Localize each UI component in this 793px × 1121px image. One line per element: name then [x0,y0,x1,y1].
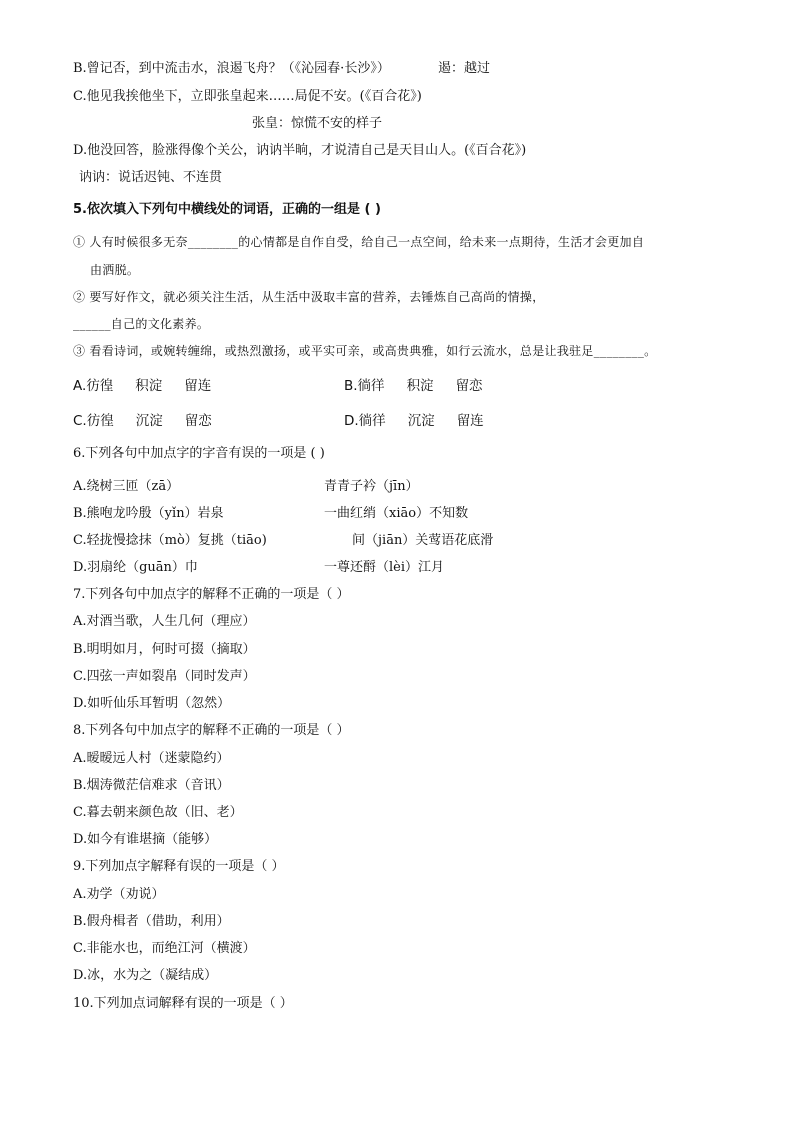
q9-option-b: B.假舟楫者（借助，利用） [73,914,230,929]
q9-option-a: A.劝学（劝说） [73,887,165,902]
q4-option-b: B.曾记否，到中流击水，浪遏飞舟？（《沁园春·长沙》） [73,61,390,76]
q5-sentence-1: ① 人有时候很多无奈________的心情都是自作自受，给自己一点空间，给未来一点期待，生活才会更加自 [73,235,645,249]
q6-option-b-1: B.熊咆龙吟殷（yǐn）岩泉 [73,506,224,521]
q9-option-c: C.非能水也，而绝江河（横渡） [73,941,256,956]
q7-option-b: B.明明如月，何时可掇（摘取） [73,642,256,657]
q6-option-b-2: 一曲红绡（xiāo）不知数 [324,506,469,521]
q7-option-d: D.如听仙乐耳暂明（忽然） [73,696,231,711]
q6-option-a-2: 青青子衿（jīn） [324,479,419,494]
q8-stem: 8.下列各句中加点字的解释不正确的一项是（ ） [73,723,350,738]
q10-stem: 10.下列加点词解释有误的一项是（ ） [73,996,293,1011]
q5-option-a: A.彷徨 积淀 留连 [73,378,212,394]
q6-stem: 6.下列各句中加点字的字音有误的一项是 ( ) [73,446,325,461]
q9-option-d: D.冰，水为之（凝结成） [73,968,218,983]
q5-sentence-2-cont: ______自己的文化素养。 [73,317,210,331]
q5-option-c: C.彷徨 沉淀 留恋 [73,413,212,429]
q5-option-b: B.徜徉 积淀 留恋 [344,378,483,394]
q4-option-d-note: 讷讷：说话迟钝、不连贯 [79,170,223,185]
q5-sentence-2: ② 要写好作文，就必须关注生活，从生活中汲取丰富的营养，去锤炼自己高尚的情操， [73,290,545,304]
q7-option-a: A.对酒当歌，人生几何（理应） [73,614,256,629]
q4-option-d: D.他没回答，脸涨得像个关公，讷讷半晌，才说清自己是天目山人。(《百合花》) [73,143,527,158]
q6-option-c-1: C.轻拢慢捻抹（mò）复挑（tiāo) [73,533,267,548]
q8-option-a: A.暧暧远人村（迷蒙隐约） [73,751,230,766]
q8-option-c: C.暮去朝来颜色故（旧、老） [73,805,243,820]
q4-option-c: C.他见我挨他坐下，立即张皇起来……局促不安。(《百合花》) [73,89,422,104]
q4-option-c-note: 张皇：惊慌不安的样子 [252,116,383,131]
q6-option-d-2: 一尊还酹（lèi）江月 [324,560,445,575]
q7-option-c: C.四弦一声如裂帛（同时发声） [73,669,256,684]
q9-stem: 9.下列加点字解释有误的一项是（ ） [73,859,285,874]
q5-sentence-1-cont: 由洒脱。 [90,263,140,277]
q6-option-d-1: D.羽扇纶（guān）巾 [73,560,198,575]
q6-option-c-2: 间（jiān）关莺语花底滑 [352,533,494,548]
q4-option-b-note: 遏：越过 [438,61,491,76]
q6-option-a-1: A.绕树三匝（zā） [73,479,180,494]
q8-option-d: D.如今有谁堪摘（能够） [73,832,218,847]
q5-option-d: D.徜徉 沉淀 留连 [344,413,484,429]
q7-stem: 7.下列各句中加点字的解释不正确的一项是（ ） [73,587,350,602]
q5-stem: 5.依次填入下列句中横线处的词语，正确的一组是 ( ) [73,202,381,217]
q8-option-b: B.烟涛微茫信难求（音讯） [73,778,230,793]
q5-sentence-3: ③ 看看诗词，或婉转缠绵，或热烈激扬，或平实可亲，或高贵典雅，如行云流水，总是让我驻足________。 [73,344,657,358]
